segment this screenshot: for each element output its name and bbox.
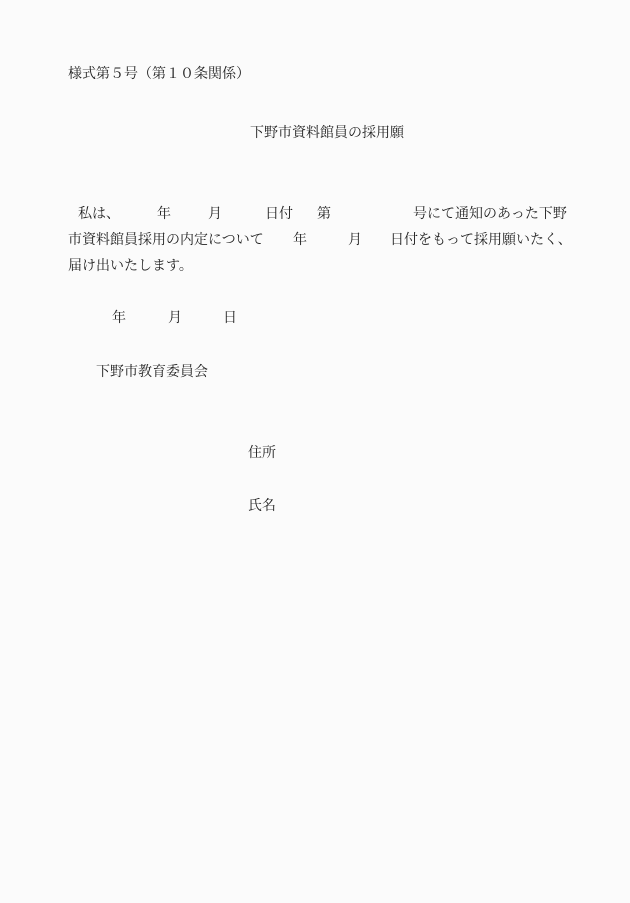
address-field-label: 住所 [248, 445, 276, 461]
name-field-label: 氏名 [248, 498, 276, 514]
paragraph-line2-tail: 日付をもって採用願いたく、 [390, 232, 572, 248]
paragraph-line1-month-label: 月 [208, 206, 222, 222]
paragraph-line2-month-label: 月 [348, 232, 362, 248]
date-line-day-label: 日 [223, 310, 237, 326]
paragraph-line2-lead: 市資料館員採用の内定について [68, 232, 264, 248]
date-line-year-label: 年 [112, 310, 126, 326]
paragraph-line3: 届け出いたします。 [68, 258, 193, 274]
paragraph-line1-date-label: 日付 [265, 206, 293, 222]
addressee: 下野市教育委員会 [96, 364, 208, 380]
paragraph-line1-number-prefix: 第 [317, 206, 331, 222]
document-title: 下野市資料館員の採用願 [250, 125, 404, 141]
date-line-month-label: 月 [168, 310, 182, 326]
paragraph-line2-year-label: 年 [293, 232, 307, 248]
form-number: 様式第５号（第１０条関係） [68, 66, 250, 82]
paragraph-line1-tail: 号にて通知のあった下野 [413, 206, 567, 222]
paragraph-line1-intro: 私は、 [78, 206, 120, 222]
paragraph-line1-year-label: 年 [157, 206, 171, 222]
